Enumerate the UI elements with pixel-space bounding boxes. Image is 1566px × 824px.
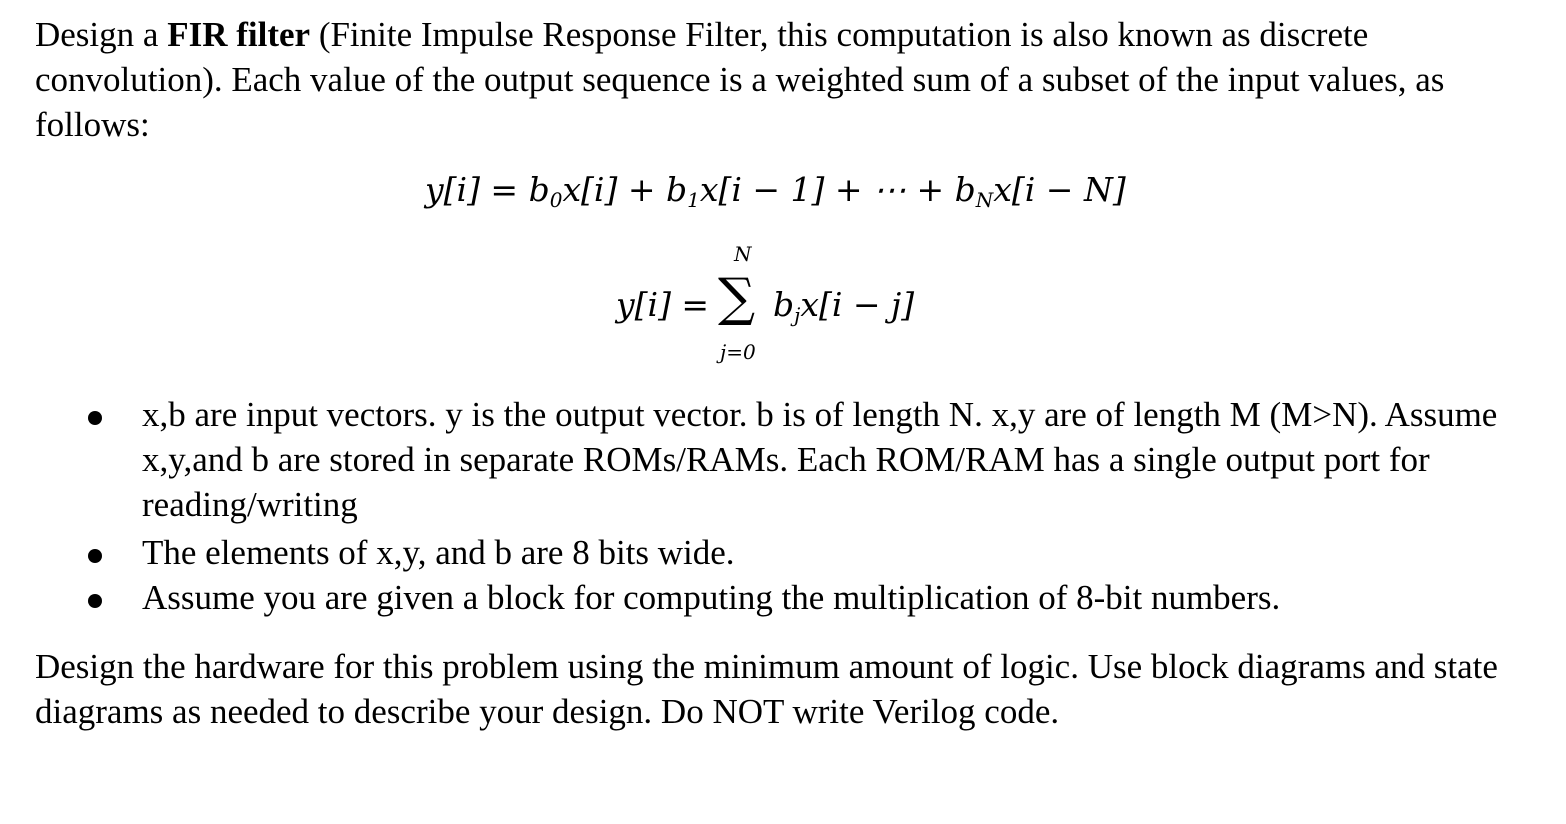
eq1-lhs: y[i] =: [425, 170, 529, 209]
eq2-term-sub: j: [794, 303, 801, 327]
bullet-item: Assume you are given a block for computing the multiplication of 8-bit numbers.: [0, 575, 1502, 620]
eq2-term-rest: x[i − j]: [800, 285, 915, 324]
eq1-term0-rest: x[i] +: [562, 170, 666, 209]
eq1-term1-sub: 1: [687, 188, 700, 212]
eq1-term0: b: [528, 170, 550, 209]
sigma-upper-limit: N: [734, 242, 752, 266]
bullet-list: [0, 392, 1566, 620]
eq1-termN-sub: N: [975, 188, 994, 212]
sigma-lower-limit: j=0: [720, 340, 756, 364]
eq1-term1: b: [665, 170, 688, 209]
outro-paragraph: Design the hardware for this problem using the minimum amount of logic. Use block diagrams and state diagrams as needed to describe your design. Do NOT write Verilog code.: [35, 647, 1498, 731]
equation-sum-rhs: [773, 285, 914, 327]
eq1-term0-sub: 0: [549, 188, 563, 212]
intro-paragraph: [35, 12, 1545, 147]
eq1-term1-rest: x[i − 1] + ⋯ +: [699, 170, 955, 209]
equation-sum-lhs: [616, 285, 709, 324]
bullet-item: x,b are input vectors. y is the output vector. b is of length N. x,y are of length M (M>N). Assume x,y,and b are stored in separate ROMs/RAMs. Each ROM/RAM has a single output port for reading/writing: [0, 392, 1502, 527]
intro-rest: (Finite Impulse Response Filter, this computation is also known as discrete convolution). Each value of the output sequence is a weighted sum of a subset of the input values, as follows:: [35, 15, 1445, 144]
bullet-item: The elements of x,y, and b are 8 bits wide.: [0, 530, 1502, 575]
eq1-termN-rest: x[i − N]: [993, 170, 1126, 209]
eq1-termN: b: [954, 170, 976, 209]
intro-bold-term: FIR filter: [167, 15, 311, 54]
intro-lead: Design a: [35, 15, 168, 54]
eq2-lhs-text: y[i] =: [616, 285, 710, 324]
equation-expanded: [425, 170, 1126, 212]
sigma-symbol: ∑: [718, 268, 756, 328]
eq2-term: b: [773, 285, 795, 324]
